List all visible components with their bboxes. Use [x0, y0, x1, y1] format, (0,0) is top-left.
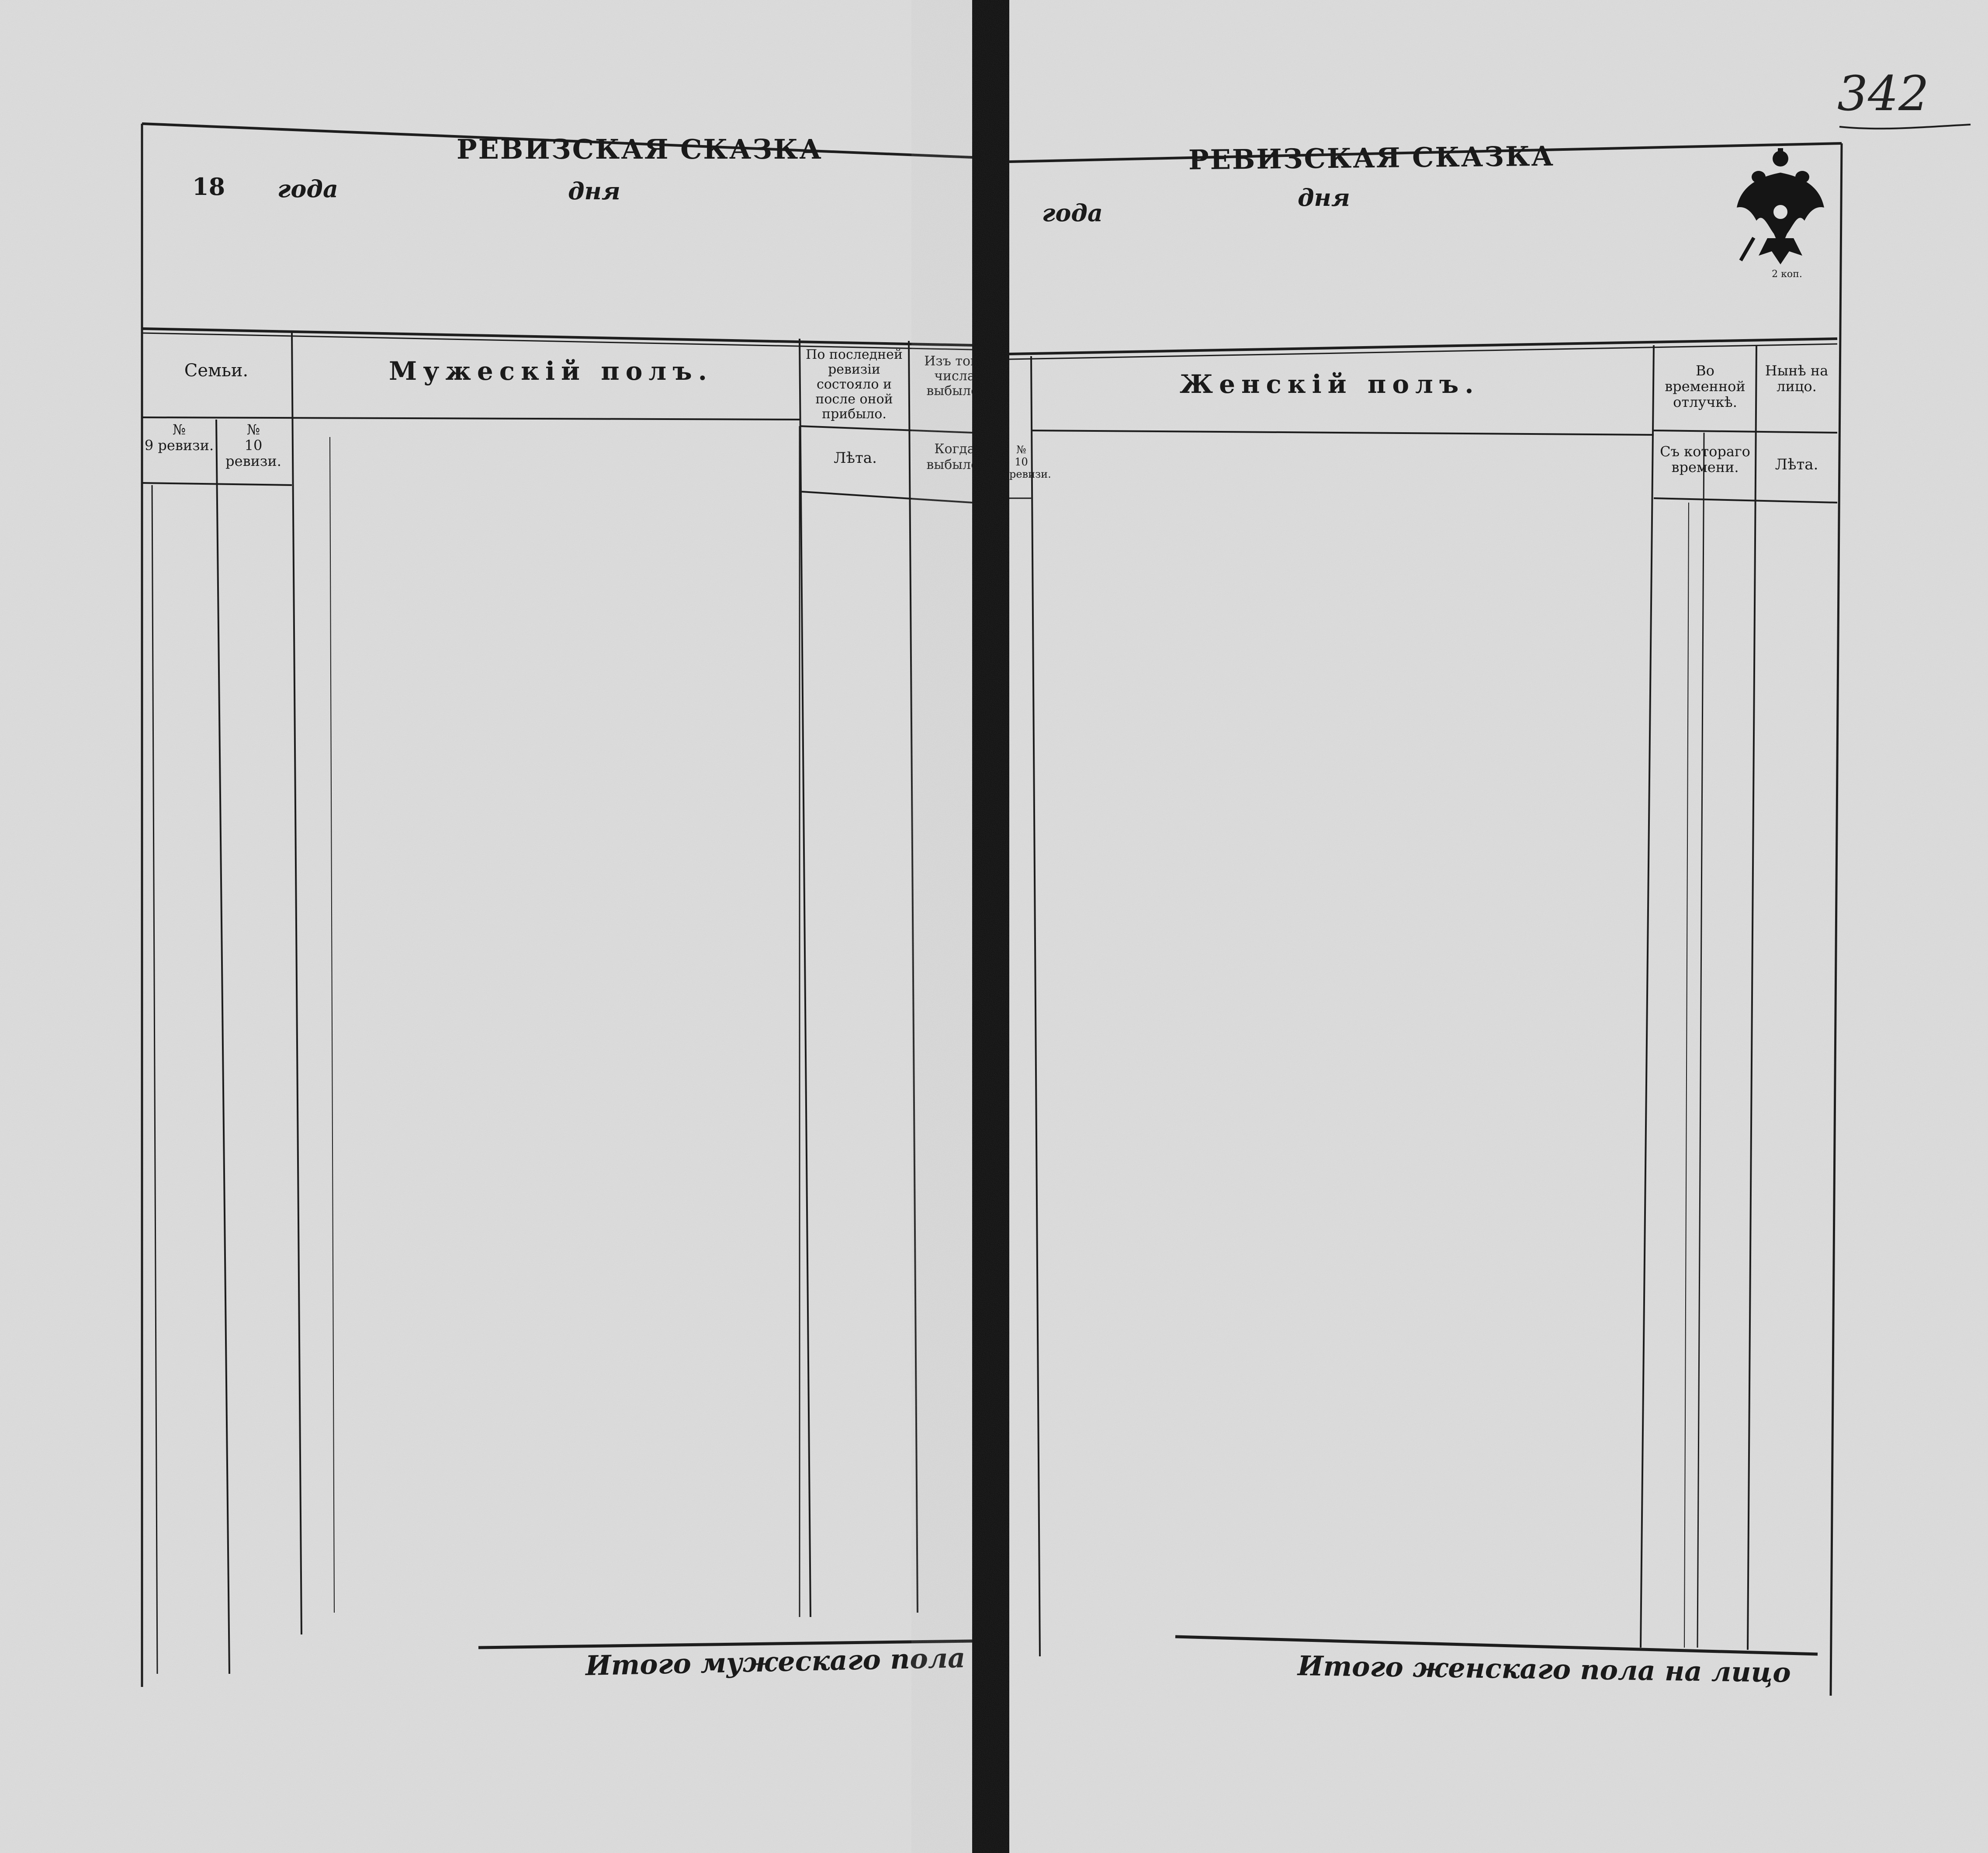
- col-male-header: Мужескiй полъ.: [389, 356, 713, 386]
- page-number-handwritten: 342: [1837, 66, 1929, 121]
- right-day-word: дня: [1298, 184, 1350, 212]
- col-female-header: Женскiй полъ.: [1180, 369, 1480, 399]
- col-from-number-header: Изъ того числа выбыло.: [911, 354, 998, 399]
- right-footer-total: Итого женскаго пола на лицо: [1297, 1650, 1791, 1689]
- sub-when-header: Когда выбыло.: [911, 441, 998, 473]
- col-now-present-header: Нынѣ на лицо.: [1757, 363, 1836, 394]
- left-year-word: года: [277, 175, 338, 203]
- sub-since-when-header: Съ котораго времени.: [1656, 444, 1754, 475]
- sub-no10-revision-right: № 10 ревизи.: [1009, 444, 1033, 480]
- left-footer-total: Итого мужескаго пола на лицо: [585, 1639, 1101, 1682]
- left-form-title: РЕВИЗСКАЯ СКАЗКА: [457, 133, 823, 165]
- left-day-word: дня: [568, 177, 620, 205]
- sub-no10-revision: № 10 ревизи.: [216, 422, 291, 469]
- col-last-revision-header: По последней ревизiи состояло и после оной прибыло.: [802, 347, 907, 422]
- emblem-caption: 2 коп.: [1761, 267, 1813, 282]
- col-temp-absent-header: Во временной отлучкѣ.: [1656, 363, 1754, 410]
- sub-no9-revision: № 9 ревизи.: [144, 422, 214, 453]
- col-families-header: Семьи.: [166, 363, 267, 378]
- right-form-title: РЕВИЗСКАЯ СКАЗКА: [1188, 140, 1555, 176]
- right-year-word: года: [1042, 199, 1103, 227]
- sub-years-header: Лѣта.: [806, 450, 904, 466]
- sub-years-header-right: Лѣта.: [1757, 457, 1836, 472]
- left-year-prefix: 18: [192, 173, 225, 201]
